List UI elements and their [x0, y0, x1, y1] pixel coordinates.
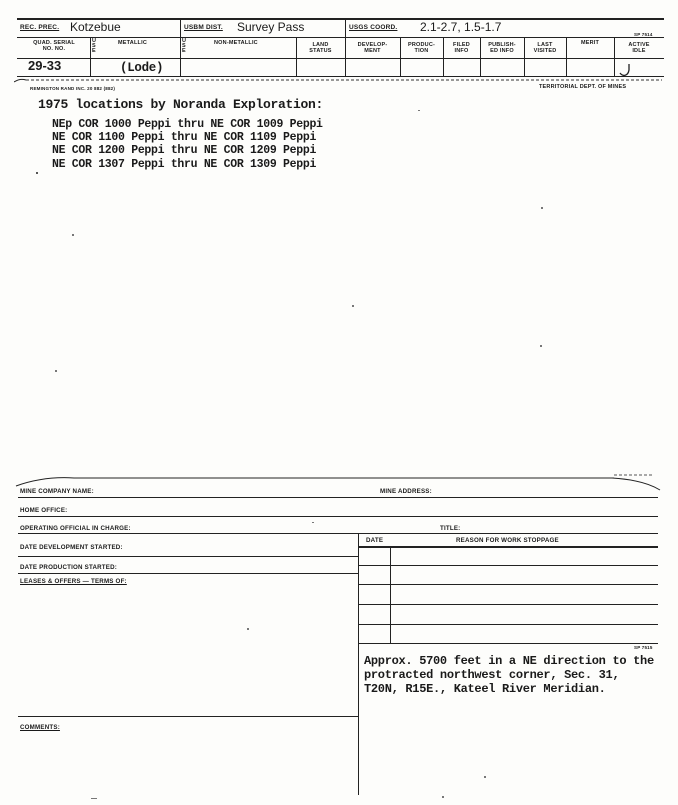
location-line-1: Approx. 5700 feet in a NE direction to the: [364, 654, 654, 668]
card-edge-rule: [14, 76, 666, 84]
usgs-coord-label: USGS COORD.: [349, 24, 398, 31]
column-metallic: METALLIC: [118, 40, 147, 46]
mine-company-name-label: MINE COMPANY NAME:: [20, 488, 94, 495]
column-use-marker-metallic: U S E: [92, 38, 97, 54]
column-last-visited: LAST VISITED: [533, 42, 557, 54]
notes-line-4: NE COR 1307 Peppi thru NE COR 1309 Peppi: [52, 158, 317, 171]
usbm-dist-label: USBM DIST.: [184, 24, 223, 31]
column-production: PRODUC- TION: [407, 42, 436, 54]
column-published-info: PUBLISH- ED INFO: [488, 42, 516, 54]
notes-heading: 1975 locations by Noranda Exploration:: [38, 97, 324, 112]
quad-serial-value: 29-33: [28, 58, 62, 73]
notes-line-1: NEp COR 1000 Peppi thru NE COR 1009 Peppi: [52, 118, 323, 131]
location-line-2: protracted northwest corner, Sec. 31,: [364, 668, 620, 682]
notes-line-3: NE COR 1200 Peppi thru NE COR 1209 Peppi: [52, 144, 317, 157]
reason-column-label: REASON FOR WORK STOPPAGE: [456, 537, 559, 544]
column-land-status: LAND STATUS: [309, 42, 332, 54]
printer-line: REMINGTON RAND INC. 20 882 (882): [30, 86, 116, 91]
column-merit: MERIT: [580, 40, 600, 46]
title-label: TITLE:: [440, 525, 461, 532]
mine-address-label: MINE ADDRESS:: [380, 488, 432, 495]
metallic-value: (Lode): [120, 61, 164, 75]
leases-offers-label: LEASES & OFFERS — TERMS OF:: [20, 578, 127, 585]
home-office-label: HOME OFFICE:: [20, 507, 68, 514]
rec-prec-value: Kotzebue: [70, 20, 121, 34]
form-number-back: SP 7515: [634, 645, 653, 650]
rec-prec-label: REC. PREC.: [20, 24, 60, 31]
date-column-label: DATE: [366, 537, 384, 544]
usgs-coord-value: 2.1-2.7, 1.5-1.7: [420, 20, 502, 34]
usbm-dist-value: Survey Pass: [237, 20, 305, 34]
back-form-top-edge: [14, 472, 664, 492]
department-label: TERRITORIAL DEPT. OF MINES: [539, 84, 627, 90]
column-use-marker-nonmetallic: U S E: [182, 38, 187, 54]
column-active-idle: ACTIVE IDLE: [628, 42, 650, 54]
operating-official-label: OPERATING OFFICIAL IN CHARGE:: [20, 525, 131, 532]
notes-line-2: NE COR 1100 Peppi thru NE COR 1109 Peppi: [52, 131, 317, 144]
date-production-started-label: DATE PRODUCTION STARTED:: [20, 564, 118, 571]
column-non-metallic: NON-METALLIC: [214, 40, 258, 46]
form-number-front: SP 7514: [634, 32, 653, 37]
column-development: DEVELOP- MENT: [357, 42, 388, 54]
comments-label: COMMENTS:: [20, 724, 60, 731]
column-quad-serial: QUAD. SERIAL NO. NO.: [33, 40, 75, 52]
column-filed-info: FILED INFO: [453, 42, 470, 54]
location-line-3: T20N, R15E., Kateel River Meridian.: [364, 682, 606, 696]
date-development-started-label: DATE DEVELOPMENT STARTED:: [20, 544, 123, 551]
